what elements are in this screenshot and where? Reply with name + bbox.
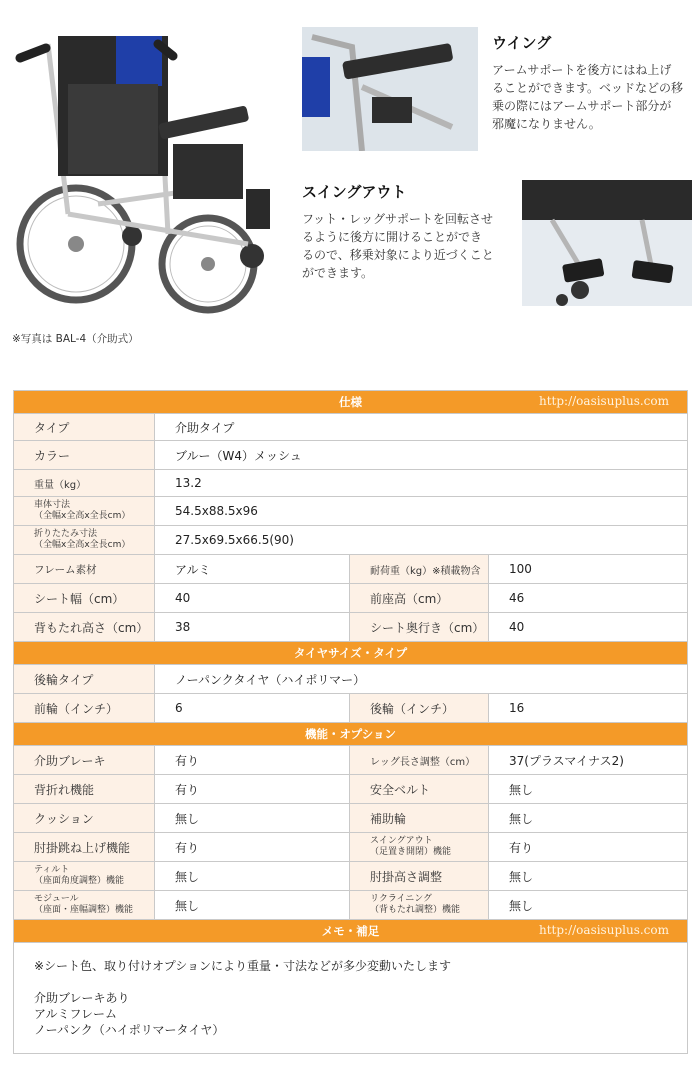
row-label: スイングアウト （足置き開閉）機能 <box>350 833 489 862</box>
table-row <box>14 746 688 775</box>
swing-line: ができます。 <box>302 266 374 280</box>
row-value: 16 <box>489 694 688 723</box>
row-label: クッション <box>14 804 155 833</box>
memo-section-header <box>14 920 688 943</box>
swing-line: るように後方に開けることができ <box>302 230 483 244</box>
photo-caption: ※写真は BAL-4（介助式） <box>12 333 139 345</box>
row-value: 無し <box>489 804 688 833</box>
row-label: 安全ベルト <box>350 775 489 804</box>
memo-line <box>34 974 687 990</box>
row-value: 100 <box>489 555 688 584</box>
row-label: 補助輪 <box>350 804 489 833</box>
table-row <box>14 862 688 891</box>
row-value: アルミ <box>155 555 350 584</box>
wheelchair-main-photo <box>8 14 270 332</box>
row-label: フレーム素材 <box>14 555 155 584</box>
table-row <box>14 833 688 862</box>
row-value: 無し <box>489 862 688 891</box>
row-value: 40 <box>489 613 688 642</box>
swing-description <box>302 210 512 282</box>
row-value: 27.5x69.5x66.5(90) <box>155 526 688 555</box>
wing-line: 乗の際にはアームサポート部分が <box>492 99 672 113</box>
swing-line: フット・レッグサポートを回転させ <box>302 212 494 226</box>
table-row <box>14 665 688 694</box>
row-label: 折りたたみ寸法 （全幅x全高x全長cm） <box>14 526 155 555</box>
swing-feature-photo <box>522 180 692 306</box>
spec-table <box>13 390 688 1054</box>
site-url: http://oasisuplus.com <box>539 923 669 937</box>
memo-row <box>14 943 688 1054</box>
row-value: 無し <box>155 804 350 833</box>
memo-line: アルミフレーム <box>34 1007 118 1021</box>
footrest-swing-illustration <box>522 180 692 306</box>
row-value: ブルー（W4）メッシュ <box>155 441 688 470</box>
row-label: 肘掛跳ね上げ機能 <box>14 833 155 862</box>
row-value: 38 <box>155 613 350 642</box>
row-value: 無し <box>155 891 350 920</box>
row-value: 有り <box>155 775 350 804</box>
row-value: 無し <box>489 891 688 920</box>
table-row <box>14 470 688 497</box>
row-value: 13.2 <box>155 470 688 497</box>
table-row <box>14 555 688 584</box>
memo-line: ※シート色、取り付けオプションにより重量・寸法などが多少変動いたします <box>34 959 451 973</box>
options-header-label: 機能・オプション <box>305 727 396 741</box>
armrest-wing-illustration <box>302 27 478 151</box>
row-label: 重量（kg） <box>14 470 155 497</box>
row-label: モジュール （座面・座幅調整）機能 <box>14 891 155 920</box>
wing-title: ウイング <box>492 34 552 52</box>
table-row <box>14 775 688 804</box>
row-label: ティルト （座面角度調整）機能 <box>14 862 155 891</box>
row-value: 40 <box>155 584 350 613</box>
row-value: 有り <box>155 746 350 775</box>
wing-line: アームサポートを後方にはね上げ <box>492 63 672 77</box>
row-value: 有り <box>155 833 350 862</box>
row-label: 前座高（cm） <box>350 584 489 613</box>
row-label: リクライニング （背もたれ調整）機能 <box>350 891 489 920</box>
wing-description <box>492 61 692 133</box>
memo-header-label: メモ・補足 <box>321 924 380 938</box>
spec-section-header <box>14 391 688 414</box>
row-value: 37(プラスマイナス2) <box>489 746 688 775</box>
row-value: 介助タイプ <box>155 414 688 441</box>
row-label: 背折れ機能 <box>14 775 155 804</box>
row-label: 車体寸法 （全幅x全高x全長cm） <box>14 497 155 526</box>
row-value: 無し <box>489 775 688 804</box>
row-value: ノーパンクタイヤ（ハイポリマー） <box>155 665 688 694</box>
row-label: 介助ブレーキ <box>14 746 155 775</box>
table-row <box>14 584 688 613</box>
swing-line: るので、移乗対象により近づくこと <box>302 248 494 262</box>
memo-line: ノーパンク（ハイポリマータイヤ） <box>34 1023 225 1037</box>
wheelchair-illustration <box>8 14 270 332</box>
table-row <box>14 526 688 555</box>
wing-line: ることができます。ベッドなどの移 <box>492 81 684 95</box>
table-row <box>14 441 688 470</box>
row-value: 6 <box>155 694 350 723</box>
row-label: 後輪タイプ <box>14 665 155 694</box>
memo-line: 介助ブレーキあり <box>34 991 130 1005</box>
wing-line: 邪魔になりません。 <box>492 117 601 131</box>
site-url: http://oasisuplus.com <box>539 394 669 408</box>
table-row <box>14 613 688 642</box>
swing-title: スイングアウト <box>302 183 407 201</box>
row-label: 背もたれ高さ（cm） <box>14 613 155 642</box>
row-label: 後輪（インチ） <box>350 694 489 723</box>
table-row <box>14 804 688 833</box>
table-row <box>14 694 688 723</box>
memo-body <box>14 943 688 1054</box>
row-label: カラー <box>14 441 155 470</box>
row-label: 肘掛高さ調整 <box>350 862 489 891</box>
row-label: 耐荷重（kg）※積載物含 <box>350 555 489 584</box>
tire-header-label: タイヤサイズ・タイプ <box>293 646 408 660</box>
tire-section-header <box>14 642 688 665</box>
row-value: 54.5x88.5x96 <box>155 497 688 526</box>
wing-feature-photo <box>302 27 478 151</box>
row-value: 有り <box>489 833 688 862</box>
row-value: 無し <box>155 862 350 891</box>
row-label: レッグ長さ調整（cm） <box>350 746 489 775</box>
row-label: 前輪（インチ） <box>14 694 155 723</box>
row-label: シート幅（cm） <box>14 584 155 613</box>
options-section-header <box>14 723 688 746</box>
table-row <box>14 891 688 920</box>
row-label: シート奥行き（cm） <box>350 613 489 642</box>
row-value: 46 <box>489 584 688 613</box>
spec-header-label: 仕様 <box>339 395 362 409</box>
table-row <box>14 414 688 441</box>
table-row <box>14 497 688 526</box>
row-label: タイプ <box>14 414 155 441</box>
